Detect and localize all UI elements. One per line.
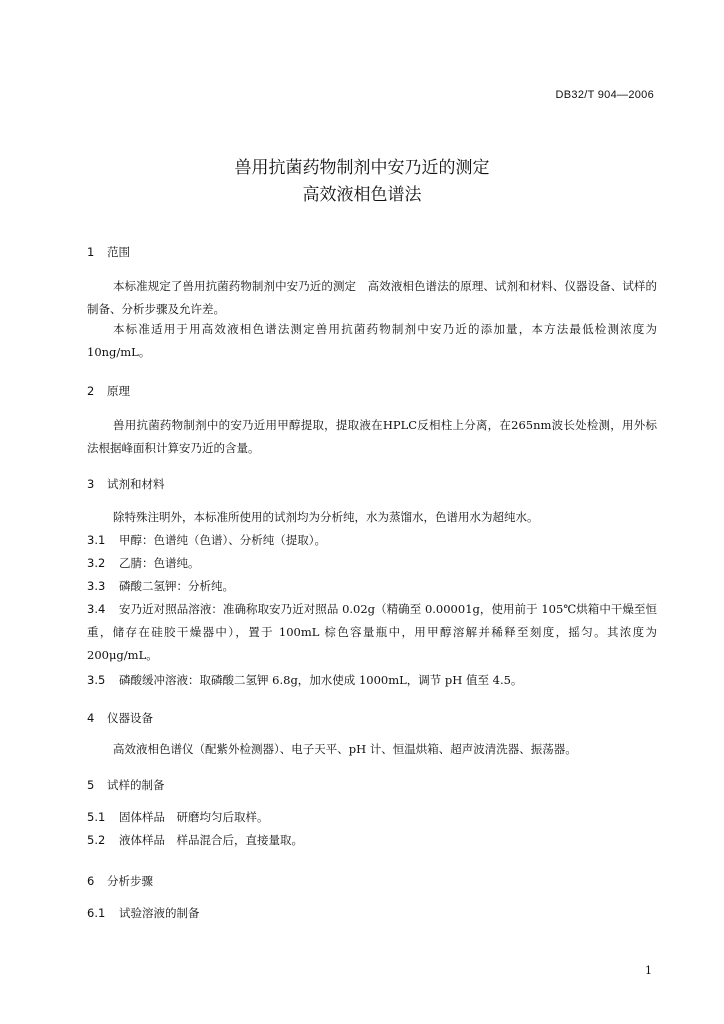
list-item <box>87 552 657 575</box>
section-heading-scope <box>87 244 130 260</box>
item-text: 磷酸二氢钾：分析纯。 <box>119 579 234 593</box>
document-subtitle: 高效液相色谱法 <box>302 185 422 205</box>
section-heading-sample-prep <box>87 777 165 793</box>
section-number: 1 <box>87 245 95 259</box>
item-number: 6.1 <box>87 906 106 920</box>
item-number: 3.1 <box>87 533 106 547</box>
item-number: 3.5 <box>87 673 106 687</box>
section-heading-procedure <box>87 873 153 889</box>
section-title: 原理 <box>107 384 130 398</box>
list-item <box>87 669 657 692</box>
standard-code: DB32/T 904—2006 <box>555 89 654 101</box>
paragraph: 兽用抗菌药物制剂中的安乃近用甲醇提取，提取液在HPLC反相柱上分离，在265nm波长处检测，用外标法根据峰面积计算安乃近的含量。 <box>87 418 657 455</box>
list-item <box>87 529 657 552</box>
section-title: 范围 <box>107 245 130 259</box>
section-number: 3 <box>87 477 95 491</box>
item-text: 固体样品 研磨均匀后取样。 <box>119 810 269 824</box>
section-number: 6 <box>87 874 95 888</box>
subsection-heading <box>87 902 657 925</box>
item-number: 3.2 <box>87 556 106 570</box>
paragraph: 本标准规定了兽用抗菌药物制剂中安乃近的测定 高效液相色谱法的原理、试剂和材料、仪器设备、试样的制备、分析步骤及允许差。 <box>87 279 657 316</box>
paragraph: 除特殊注明外，本标准所使用的试剂均为分析纯，水为蒸馏水，色谱用水为超纯水。 <box>113 510 539 524</box>
item-number: 5.2 <box>87 833 106 847</box>
item-number: 3.4 <box>87 602 106 616</box>
section-title: 分析步骤 <box>107 874 153 888</box>
item-text: 甲醇：色谱纯（色谱）、分析纯（提取）。 <box>119 533 326 547</box>
item-text: 磷酸缓冲溶液：取磷酸二氢钾 6.8g，加水使成 1000mL，调节 pH 值至 4.5。 <box>119 673 523 687</box>
section-number: 4 <box>87 711 95 725</box>
section-heading-principle <box>87 383 130 399</box>
document-title: 兽用抗菌药物制剂中安乃近的测定 <box>234 158 490 178</box>
item-text: 液体样品 样品混合后，直接量取。 <box>119 833 303 847</box>
page-number: 1 <box>645 964 652 977</box>
list-item <box>87 575 657 598</box>
section-number: 2 <box>87 384 95 398</box>
section-title: 仪器设备 <box>107 711 153 725</box>
paragraph: 高效液相色谱仪（配紫外检测器）、电子天平、pH 计、恒温烘箱、超声波清洗器、振荡器。 <box>113 742 577 756</box>
item-text: 乙腈：色谱纯。 <box>119 556 200 570</box>
section-heading-apparatus <box>87 710 153 726</box>
section-number: 5 <box>87 778 95 792</box>
item-number: 3.3 <box>87 579 106 593</box>
section-title: 试样的制备 <box>107 778 165 792</box>
item-text: 安乃近对照品溶液：准确称取安乃近对照品 0.02g（精确至 0.00001g，使用前于 105℃烘箱中干燥至恒重，储存在硅胶干燥器中），置于 100mL 棕色容量瓶中，用甲醇溶解并稀释至刻度，摇匀。其浓度为 200μg/mL。 <box>87 602 657 662</box>
paragraph: 本标准适用于用高效液相色谱法测定兽用抗菌药物制剂中安乃近的添加量，本方法最低检测浓度为10ng/mL。 <box>87 322 657 359</box>
section-heading-reagents <box>87 476 165 492</box>
list-item <box>87 806 657 829</box>
item-text: 试验溶液的制备 <box>119 906 200 920</box>
list-item <box>87 829 657 852</box>
section-title: 试剂和材料 <box>107 477 165 491</box>
item-number: 5.1 <box>87 810 106 824</box>
list-item <box>87 598 657 667</box>
